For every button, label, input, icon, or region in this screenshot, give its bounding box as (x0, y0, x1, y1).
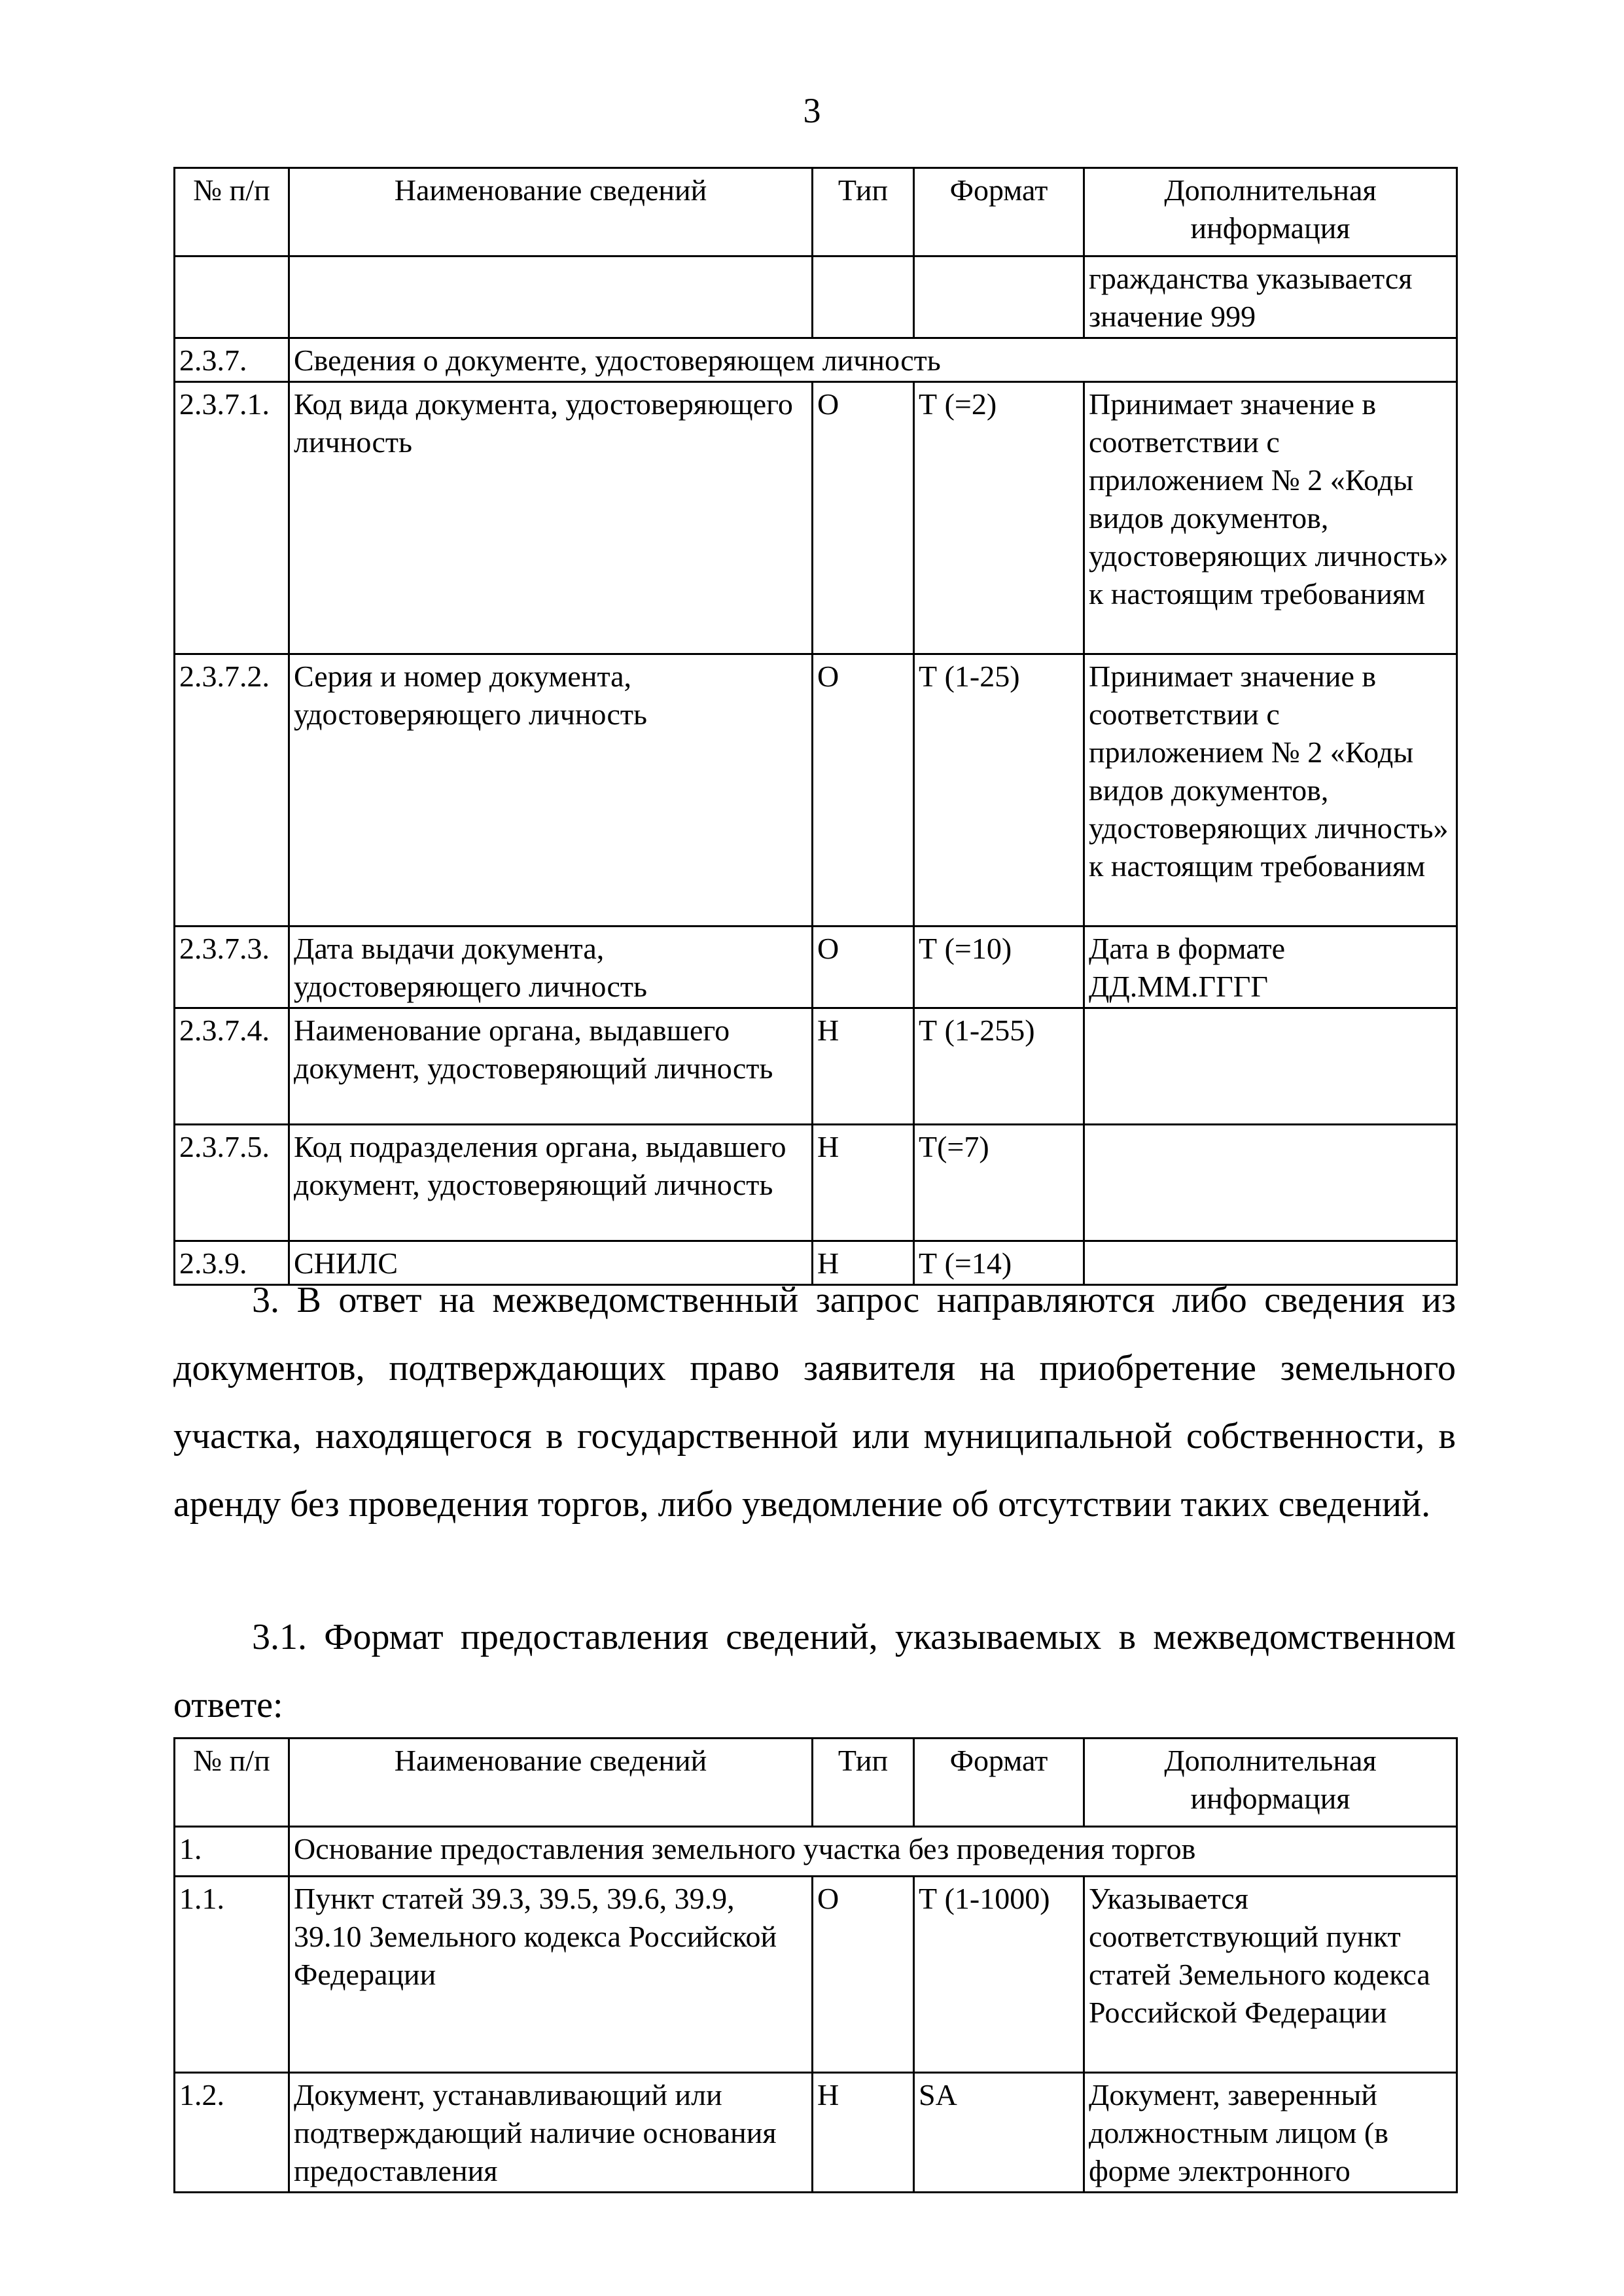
header-num: № п/п (175, 1739, 289, 1827)
table-row (175, 1877, 1457, 2073)
cell-format: Т(=7) (914, 1125, 1084, 1241)
header-info: Дополнительная информация (1084, 1739, 1457, 1827)
cell-type: Н (813, 1125, 914, 1241)
cell-format: Т (1-25) (914, 654, 1084, 927)
cell-info: Принимает значение в соответствии с приложением № 2 «Коды видов документов, удостоверяющих личность» к настоящим требованиям (1084, 382, 1457, 654)
cell-type: О (813, 927, 914, 1008)
cell-format: Т (1-1000) (914, 1877, 1084, 2073)
cell-name: Код вида документа, удостоверяющего личность (289, 382, 813, 654)
section-row (175, 1827, 1457, 1877)
cell-name: СНИЛС (289, 1241, 813, 1285)
requirements-table-2 (173, 1737, 1458, 2193)
cell-num: 2.3.9. (175, 1241, 289, 1285)
cell-num: 1.1. (175, 1877, 289, 2073)
page-number: 3 (803, 91, 821, 130)
cell-name: Пункт статей 39.3, 39.5, 39.6, 39.9, 39.10 Земельного кодекса Российской Федерации (289, 1877, 813, 2073)
cell-info: Дата в формате ДД.ММ.ГГГГ (1084, 927, 1457, 1008)
cell-num: 2.3.7.4. (175, 1008, 289, 1125)
cell-type: О (813, 654, 914, 927)
cell-num: 1.2. (175, 2073, 289, 2193)
cell-info: гражданства указывается значение 999 (1084, 256, 1457, 338)
cell-num: 2.3.7.5. (175, 1125, 289, 1241)
section-row (175, 338, 1457, 382)
cell-type: Н (813, 1008, 914, 1125)
requirements-table-1 (173, 167, 1458, 1286)
cell-type: О (813, 382, 914, 654)
header-type: Тип (813, 1739, 914, 1827)
header-info: Дополнительная информация (1084, 168, 1457, 256)
table-row (175, 1008, 1457, 1125)
cell-num: 1. (175, 1827, 289, 1877)
cell-name: Серия и номер документа, удостоверяющего личность (289, 654, 813, 927)
paragraph-3-1: 3.1. Формат предоставления сведений, указываемых в межведомственном ответе: (173, 1617, 1456, 1725)
header-format: Формат (914, 1739, 1084, 1827)
cell-name: Наименование органа, выдавшего документ, удостоверяющий личность (289, 1008, 813, 1125)
table-header-row (175, 168, 1457, 256)
cell-type: Н (813, 1241, 914, 1285)
header-name: Наименование сведений (289, 168, 813, 256)
cell-format: Т (=14) (914, 1241, 1084, 1285)
table-row (175, 382, 1457, 654)
table-row (175, 654, 1457, 927)
cell-format: Т (=10) (914, 927, 1084, 1008)
header-format: Формат (914, 168, 1084, 256)
cell-format: Т (1-255) (914, 1008, 1084, 1125)
cell-num: 2.3.7.3. (175, 927, 289, 1008)
table-row (175, 1125, 1457, 1241)
cell-info: Принимает значение в соответствии с приложением № 2 «Коды видов документов, удостоверяющих личность» к настоящим требованиям (1084, 654, 1457, 927)
cell-type: О (813, 1877, 914, 2073)
cell-info: Указывается соответствующий пункт статей Земельного кодекса Российской Федерации (1084, 1877, 1457, 2073)
header-name: Наименование сведений (289, 1739, 813, 1827)
section-title: Основание предоставления земельного участка без проведения торгов (289, 1827, 1457, 1877)
header-type: Тип (813, 168, 914, 256)
cell-type: Н (813, 2073, 914, 2193)
cell-num: 2.3.7. (175, 338, 289, 382)
table-header-row (175, 1739, 1457, 1827)
cell-info (1084, 1008, 1457, 1125)
cell-format: Т (=2) (914, 382, 1084, 654)
table-row (175, 256, 1457, 338)
paragraph-3: 3. В ответ на межведомственный запрос направляются либо сведения из документов, подтверждающих право заявителя на приобретение земельного участка, находящегося в государственной или муниципальной собственности, в аренду без проведения торгов, либо уведомление об отсутствии таких сведений. (173, 1280, 1456, 1525)
table-row (175, 927, 1457, 1008)
cell-num: 2.3.7.1. (175, 382, 289, 654)
cell-format: SA (914, 2073, 1084, 2193)
cell-info (1084, 1125, 1457, 1241)
header-num: № п/п (175, 168, 289, 256)
cell-num: 2.3.7.2. (175, 654, 289, 927)
cell-name: Код подразделения органа, выдавшего документ, удостоверяющий личность (289, 1125, 813, 1241)
table-row (175, 2073, 1457, 2193)
cell-name: Дата выдачи документа, удостоверяющего личность (289, 927, 813, 1008)
cell-name: Документ, устанавливающий или подтверждающий наличие основания предоставления (289, 2073, 813, 2193)
cell-info: Документ, заверенный должностным лицом (в форме электронного (1084, 2073, 1457, 2193)
section-title: Сведения о документе, удостоверяющем личность (289, 338, 1457, 382)
